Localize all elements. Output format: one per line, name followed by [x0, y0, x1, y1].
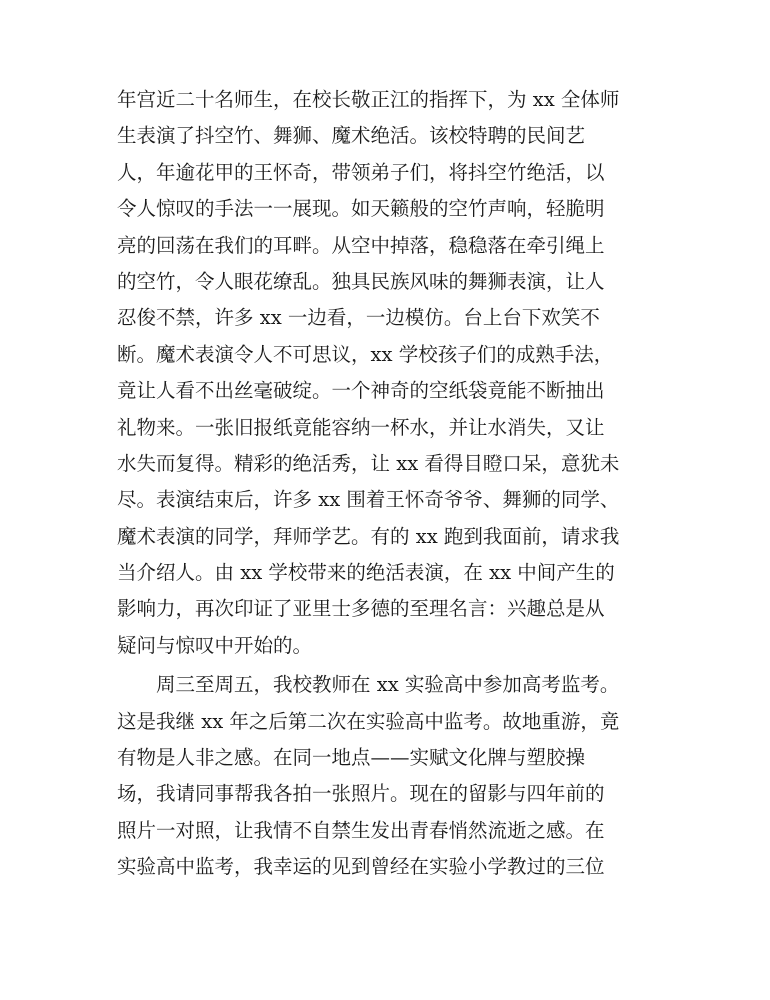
- document-body: [117, 82, 657, 886]
- text-line: 周三至周五，我校教师在 xx 实验高中参加高考监考。: [156, 673, 620, 697]
- text-line: 亮的回荡在我们的耳畔。从空中掉落，稳稳落在牵引绳上: [117, 233, 605, 257]
- text-line: 人，年逾花甲的王怀奇，带领弟子们，将抖空竹绝活，以: [117, 160, 605, 184]
- text-line: 竟让人看不出丝毫破绽。一个神奇的空纸袋竟能不断抽出: [117, 379, 605, 403]
- text-line: 的空竹，令人眼花缭乱。独具民族风味的舞狮表演，让人: [117, 269, 605, 293]
- text-line: 影响力，再次印证了亚里士多德的至理名言：兴趣总是从: [117, 597, 605, 621]
- paragraph-1: [117, 82, 657, 664]
- text-line: 礼物来。一张旧报纸竟能容纳一杯水，并让水消失，又让: [117, 415, 605, 439]
- text-line: 生表演了抖空竹、舞狮、魔术绝活。该校特聘的民间艺: [117, 124, 586, 148]
- text-line: 这是我继 xx 年之后第二次在实验高中监考。故地重游，竟: [117, 709, 620, 733]
- text-line: 尽。表演结束后，许多 xx 围着王怀奇爷爷、舞狮的同学、: [117, 488, 620, 512]
- text-line: 令人惊叹的手法一一展现。如天籁般的空竹声响，轻脆明: [117, 197, 605, 221]
- text-line: 忍俊不禁，许多 xx 一边看，一边模仿。台上台下欢笑不: [117, 306, 600, 330]
- paragraph-2: [117, 667, 657, 885]
- text-line: 当介绍人。由 xx 学校带来的绝活表演，在 xx 中间产生的: [117, 561, 615, 585]
- text-line: 实验高中监考，我幸运的见到曾经在实验小学教过的三位: [117, 855, 605, 879]
- text-line: 有物是人非之感。在同一地点——实赋文化牌与塑胶操: [117, 746, 586, 770]
- text-line: 场，我请同事帮我各拍一张照片。现在的留影与四年前的: [117, 782, 605, 806]
- text-line: 魔术表演的同学，拜师学艺。有的 xx 跑到我面前，请求我: [117, 524, 620, 548]
- text-line: 年宫近二十名师生，在校长敬正江的指挥下，为 xx 全体师: [117, 88, 620, 111]
- text-line: 水失而复得。精彩的绝活秀，让 xx 看得目瞪口呆，意犹未: [117, 451, 620, 475]
- text-line: 照片一对照，让我情不自禁生发出青春悄然流逝之感。在: [117, 818, 605, 842]
- text-line: 断。魔术表演令人不可思议，xx 学校孩子们的成熟手法，: [117, 342, 614, 366]
- text-line: 疑问与惊叹中开始的。: [117, 633, 313, 657]
